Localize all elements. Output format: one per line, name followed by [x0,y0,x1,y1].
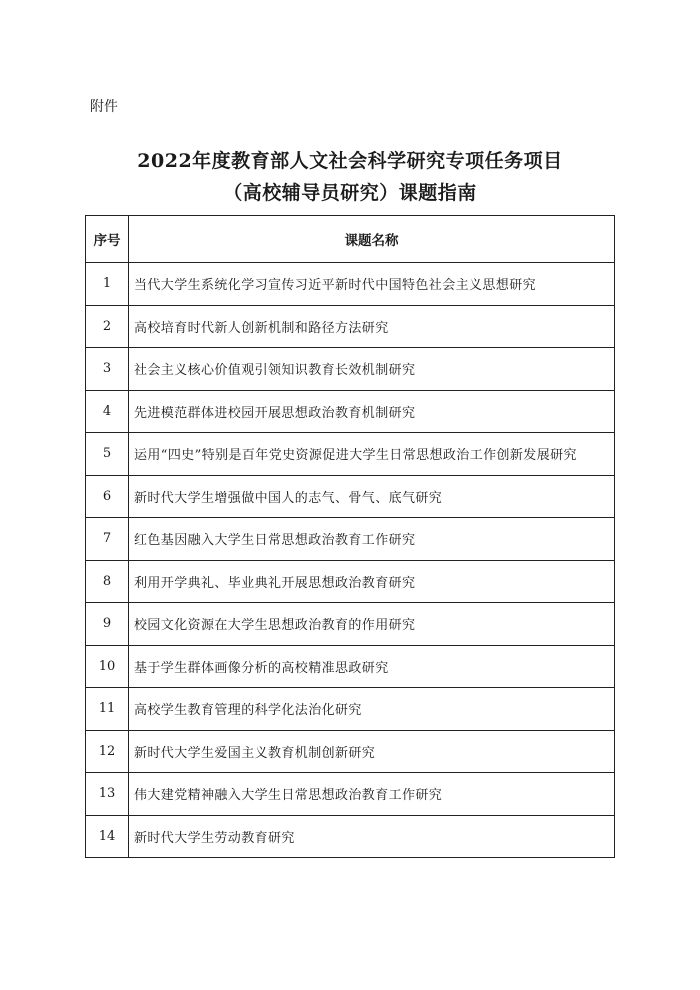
row-topic-name: 利用开学典礼、毕业典礼开展思想政治教育研究 [129,560,615,603]
table-header-row [86,216,615,263]
row-topic-name: 运用“四史”特别是百年党史资源促进大学生日常思想政治工作创新发展研究 [129,433,615,476]
table-row [86,773,615,816]
row-number: 13 [86,773,129,816]
attachment-label: 附件 [90,99,118,115]
header-number: 序号 [86,216,129,263]
table-row [86,645,615,688]
document-title-line1: 2022年度教育部人文社会科学研究专项任务项目 [137,150,563,172]
row-topic-name: 社会主义核心价值观引领知识教育长效机制研究 [129,348,615,391]
row-number: 12 [86,730,129,773]
row-topic-name: 红色基因融入大学生日常思想政治教育工作研究 [129,518,615,561]
row-number: 3 [86,348,129,391]
table-row [86,263,615,306]
table-row [86,433,615,476]
row-number: 9 [86,603,129,646]
row-number: 8 [86,560,129,603]
row-number: 1 [86,263,129,306]
header-name: 课题名称 [129,216,615,263]
table-row [86,518,615,561]
table-row [86,390,615,433]
row-topic-name: 校园文化资源在大学生思想政治教育的作用研究 [129,603,615,646]
row-number: 10 [86,645,129,688]
table-row [86,730,615,773]
row-number: 2 [86,305,129,348]
row-number: 14 [86,815,129,858]
row-topic-name: 高校学生教育管理的科学化法治化研究 [129,688,615,731]
row-number: 5 [86,433,129,476]
table-row [86,305,615,348]
row-topic-name: 新时代大学生爱国主义教育机制创新研究 [129,730,615,773]
topic-table [85,215,615,858]
row-topic-name: 新时代大学生劳动教育研究 [129,815,615,858]
table-row [86,815,615,858]
row-number: 6 [86,475,129,518]
row-topic-name: 高校培育时代新人创新机制和路径方法研究 [129,305,615,348]
row-topic-name: 新时代大学生增强做中国人的志气、骨气、底气研究 [129,475,615,518]
row-number: 7 [86,518,129,561]
table-row [86,475,615,518]
table-row [86,603,615,646]
row-topic-name: 基于学生群体画像分析的高校精准思政研究 [129,645,615,688]
row-number: 4 [86,390,129,433]
row-topic-name: 先进模范群体进校园开展思想政治教育机制研究 [129,390,615,433]
row-topic-name: 伟大建党精神融入大学生日常思想政治教育工作研究 [129,773,615,816]
table-row [86,348,615,391]
row-number: 11 [86,688,129,731]
document-title-line2: （高校辅导员研究）课题指南 [223,182,477,204]
table-row [86,560,615,603]
table-row [86,688,615,731]
row-topic-name: 当代大学生系统化学习宣传习近平新时代中国特色社会主义思想研究 [129,263,615,306]
